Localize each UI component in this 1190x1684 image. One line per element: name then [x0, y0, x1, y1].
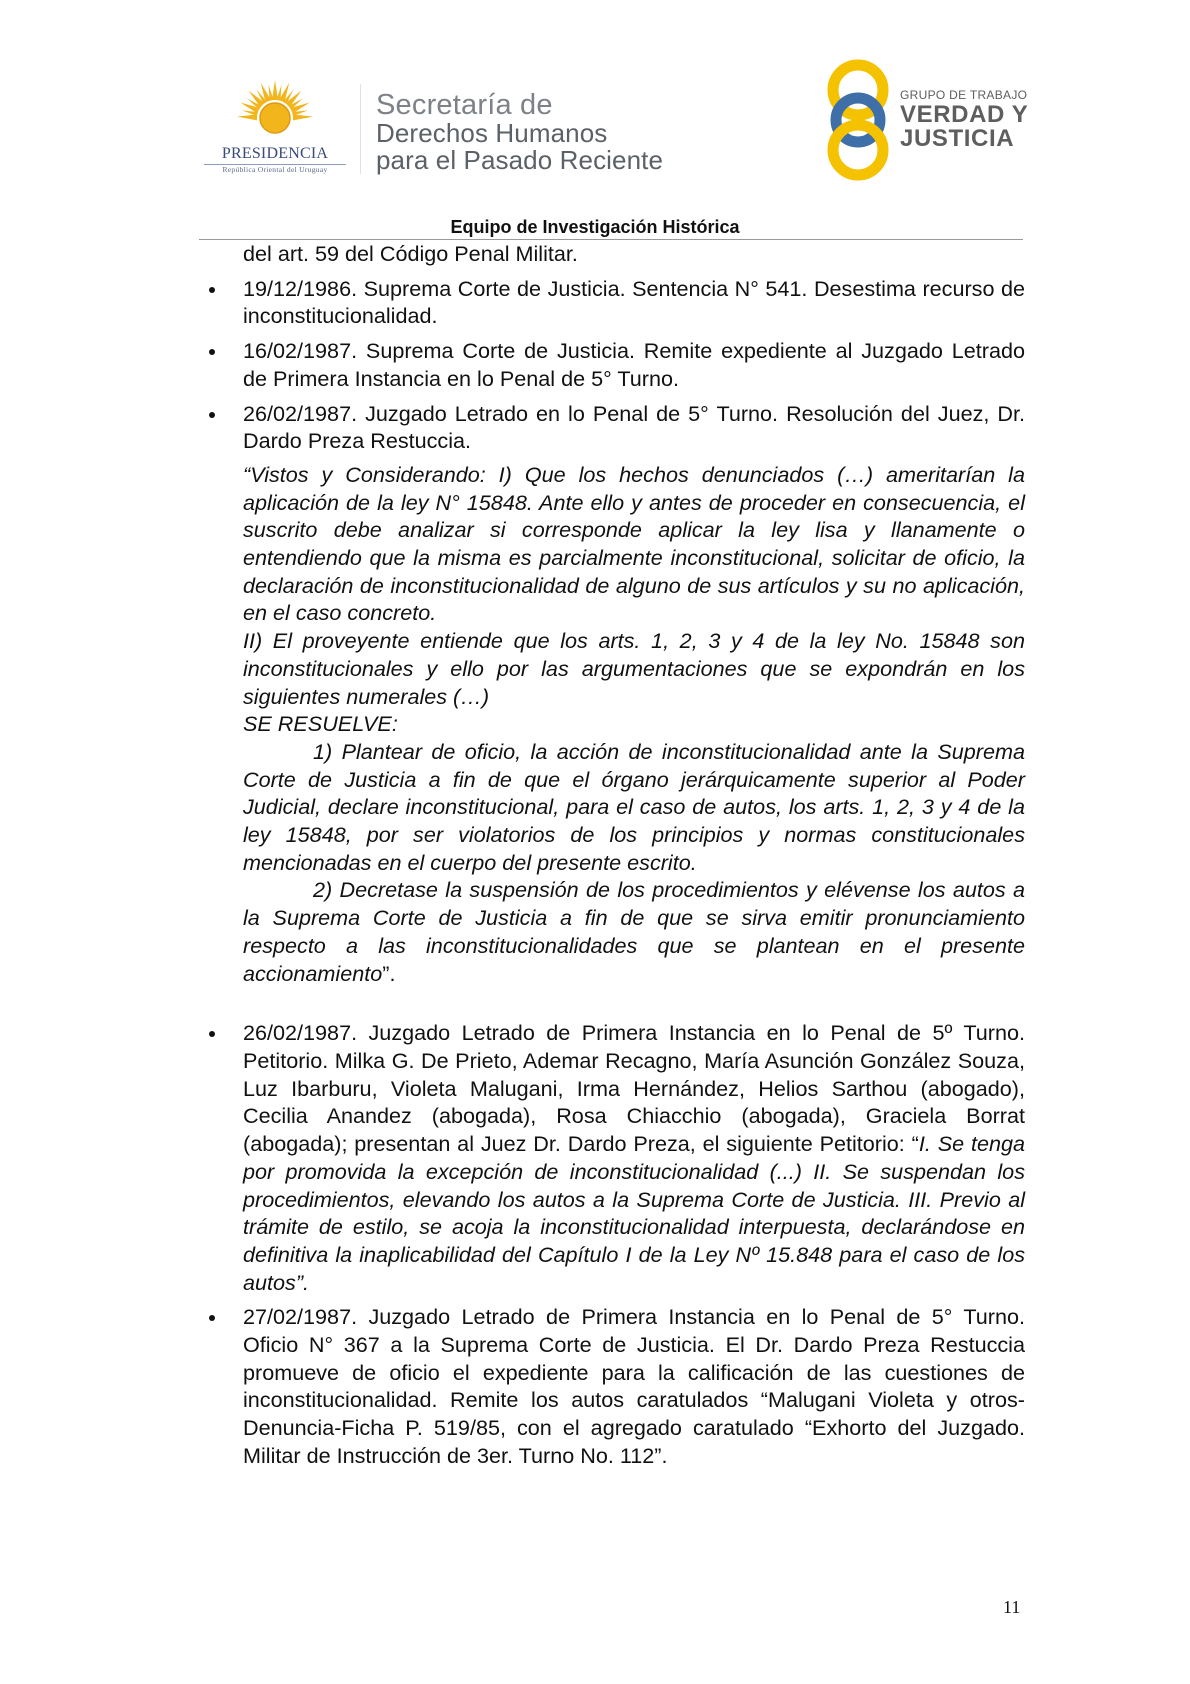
quote-paragraph: II) El proveyente entiende que los arts. 1, 2, 3 y 4 de la ley No. 15848 son inconstitucionales y ello por las argumentaciones que se expondrán en los siguientes numerales (…)	[243, 628, 1025, 709]
bullet-icon	[209, 287, 215, 293]
quote-paragraph	[243, 876, 1025, 987]
petition-quote: I. Se tenga por promovida la excepción de inconstitucionalidad (...) II. Se suspendan los procedimientos, elevando los autos a la Suprema Corte de Justicia. III. Previo al trámite de estilo, se acoja la inconstitucionalidad interpuesta, declarándose en definitiva la inaplicabilidad del Capítulo I de la Ley Nº 15.848 para el caso de los autos”.	[243, 1131, 1026, 1295]
quote-paragraph: “Vistos y Considerando: I) Que los hechos denunciados (…) ameritarían la aplicación de la ley N° 15848. Ante ello y antes de proceder en consecuencia, el suscrito debe analizar si corresponde aplicar la ley lisa y llanamente o entendiendo que la misma es parcialmente inconstitucional, solicitar de oficio, la declaración de inconstitucionalidad de alguno de sus artículos y su no aplicación, en el caso concreto.	[243, 461, 1025, 626]
presidencia-title: PRESIDENCIA	[221, 145, 329, 162]
bullet-icon	[209, 412, 215, 418]
bullet-icon	[209, 1031, 215, 1037]
list-item-text: 27/02/1987. Juzgado Letrado de Primera Instancia en lo Penal de 5° Turno. Oficio N° 367 a la Suprema Corte de Justicia. El Dr. Dardo Preza Restuccia promueve de oficio el expediente para la calificación de las cuestiones de inconstitucionalidad. Remite los autos caratulados “Malugani Violeta y otros-Denuncia-Ficha P. 519/85, con el agregado caratulado “Exhorto del Juzgado. Militar de Instrucción de 3er. Turno No. 112”.	[243, 1304, 1025, 1468]
list-item	[243, 337, 1025, 392]
quote-paragraph: SE RESUELVE:	[243, 711, 398, 737]
grupo-line-3: JUSTICIA	[900, 125, 1015, 152]
spacer	[243, 987, 1025, 1012]
rings-icon	[824, 58, 894, 184]
court-resolution-quote	[243, 461, 1025, 987]
quote-closing: ”.	[382, 960, 396, 986]
page-number: 11	[1003, 1597, 1021, 1617]
list-item-text: 16/02/1987. Suprema Corte de Justicia. Remite expediente al Juzgado Letrado de Primera Instancia en lo Penal de 5° Turno.	[243, 338, 1025, 391]
presidencia-subtitle: República Oriental del Uruguay	[222, 165, 328, 174]
list-item-text	[243, 1019, 1025, 1296]
header-divider	[360, 84, 361, 174]
presidencia-logo	[198, 78, 352, 178]
list-item	[243, 1303, 1025, 1469]
continuation-text: del art. 59 del Código Penal Militar.	[243, 241, 578, 266]
list-item-text: 19/12/1986. Suprema Corte de Justicia. Sentencia N° 541. Desestima recurso de inconstitucionalidad.	[243, 275, 1025, 329]
list-item	[243, 1019, 1025, 1296]
secretaria-line-2: Derechos Humanos	[376, 118, 608, 148]
bullet-icon	[209, 349, 215, 355]
petition-text: 26/02/1987. Juzgado Letrado de Primera Instancia en lo Penal de 5º Turno. Petitorio. Milka G. De Prieto, Ademar Recagno, María Asunción González Souza, Luz Ibarburu, Violeta Malugani, Irma Hernández, Helios Sarthou (abogado), Cecilia Anandez (abogada), Rosa Chiacchio (abogada), Graciela Borrat (abogada); presentan al Juez Dr. Dardo Preza, el siguiente Petitorio: “	[243, 1020, 1025, 1157]
verdad-justicia-logo	[824, 58, 1044, 184]
secretaria-line-3: para el Pasado Reciente	[376, 145, 664, 175]
sun-emblem-icon	[236, 78, 314, 142]
secretaria-line-1: Secretaría de	[376, 89, 553, 121]
grupo-line-1: GRUPO DE TRABAJO	[900, 88, 1028, 102]
bullet-icon	[209, 1315, 215, 1321]
team-heading: Equipo de Investigación Histórica	[450, 217, 740, 237]
quote-paragraph: 1) Plantear de oficio, la acción de inconstitucionalidad ante la Suprema Corte de Justicia a fin de que el órgano jerárquicamente superior al Poder Judicial, declare inconstitucional, para el caso de autos, los arts. 1, 2, 3 y 4 de la ley 15848, por ser violatorios de los principios y normas constitucionales mencionadas en el cuerpo del presente escrito.	[243, 738, 1025, 875]
quote-text: 2) Decretase la suspensión de los procedimientos y elévense los autos a la Suprema Corte de Justicia a fin de que se sirva emitir pronunciamiento respecto a las inconstitucionalidades que se plantean en el presente accionamiento	[243, 877, 1025, 986]
grupo-line-2: VERDAD Y	[900, 101, 1029, 128]
list-item	[243, 275, 1025, 330]
list-item	[243, 400, 1025, 455]
secretaria-logo-text	[376, 90, 706, 174]
list-item-text: 26/02/1987. Juzgado Letrado en lo Penal de 5° Turno. Resolución del Juez, Dr. Dardo Preza Restuccia.	[243, 400, 1025, 454]
page-header	[0, 0, 1190, 240]
document-body	[243, 240, 1025, 1470]
